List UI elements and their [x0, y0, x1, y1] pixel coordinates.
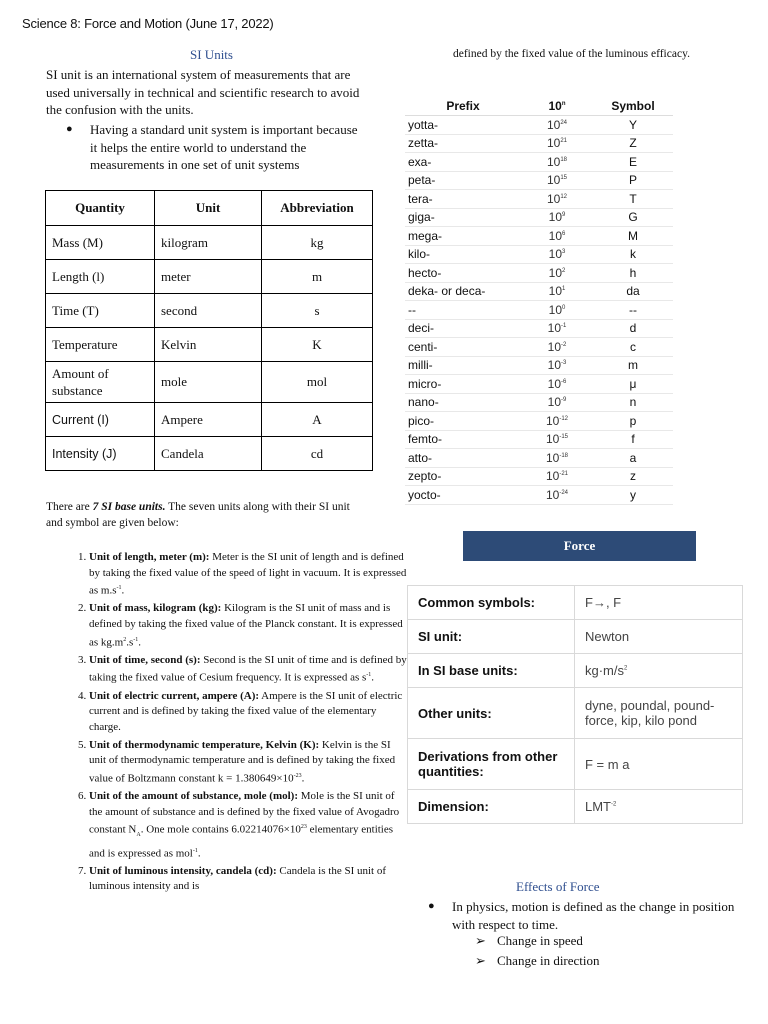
- force-value: [575, 790, 743, 824]
- base-unit-title: Unit of length, meter (m):: [89, 551, 210, 563]
- prefix-power-exponent: 12: [560, 193, 568, 200]
- list-item: [89, 789, 407, 862]
- prefix-power-base: 10: [545, 487, 560, 502]
- prefix-name-cell: kilo-: [405, 245, 521, 264]
- force-key: Dimension:: [408, 790, 575, 824]
- prefix-table: [405, 96, 673, 505]
- table-row: [46, 328, 373, 362]
- prefix-power-cell: [521, 486, 593, 505]
- force-key: Common symbols:: [408, 586, 575, 620]
- si-units-bullet: [66, 121, 366, 174]
- prefix-name-cell: milli-: [405, 356, 521, 375]
- si-units-intro: SI unit is an international system of measurements that are used universally in technical and scientific research to avoid the confusion with the units.: [46, 67, 360, 117]
- bullet-dot-icon: ●: [428, 900, 435, 912]
- prefix-symbol-cell: Z: [593, 134, 673, 153]
- prefix-symbol-cell: M: [593, 227, 673, 246]
- prefix-symbol-cell: a: [593, 449, 673, 468]
- prefix-name-cell: giga-: [405, 208, 521, 227]
- prefix-table-header-row: [405, 96, 673, 116]
- prefix-name-cell: zepto-: [405, 467, 521, 486]
- page-header-title: Science 8: Force and Motion (June 17, 2022): [22, 16, 274, 31]
- force-value: [575, 654, 743, 688]
- table-row: [46, 226, 373, 260]
- table-row: [405, 375, 673, 394]
- effects-sub-item: Change in direction: [497, 953, 600, 968]
- units-table-header-row: [46, 191, 373, 226]
- prefix-name-cell: --: [405, 301, 521, 320]
- prefix-power-exponent: 9: [562, 212, 566, 219]
- prefix-power-base: 10: [548, 228, 562, 243]
- list-item: [475, 932, 583, 949]
- prefix-power-exponent: 1: [562, 286, 566, 293]
- base-unit-end2: .: [197, 847, 201, 860]
- quantity-cell: Intensity (J): [46, 437, 155, 471]
- unit-cell: kilogram: [155, 226, 262, 260]
- base-unit-end: .: [121, 584, 125, 597]
- quantity-cell: Amount of substance: [46, 362, 155, 403]
- force-value: F = m a: [575, 739, 743, 790]
- prefix-power-base: 10: [547, 358, 561, 373]
- base-unit-exponent: -23: [293, 772, 302, 779]
- prefix-name-cell: pico-: [405, 412, 521, 431]
- prefix-symbol-cell: μ: [593, 375, 673, 394]
- prefix-header-power: [521, 96, 593, 116]
- abbreviation-cell: A: [262, 403, 373, 437]
- units-header-unit: Unit: [155, 191, 262, 226]
- base-unit-text: Second is the SI unit of time and is defined by taking the fixed value of Cesium frequency. It is expressed as s: [89, 653, 407, 685]
- arrowhead-bullet-icon: ➢: [475, 933, 486, 948]
- table-row: [405, 171, 673, 190]
- table-row: [405, 227, 673, 246]
- prefix-power-exponent: -12: [559, 415, 569, 422]
- prefix-power-cell: [521, 301, 593, 320]
- base-units-list: [46, 550, 407, 897]
- prefix-symbol-cell: c: [593, 338, 673, 357]
- table-row: [408, 739, 743, 790]
- abbreviation-cell: cd: [262, 437, 373, 471]
- prefix-name-cell: atto-: [405, 449, 521, 468]
- prefix-symbol-cell: h: [593, 264, 673, 283]
- table-row: [46, 260, 373, 294]
- prefix-power-base: 10: [546, 117, 561, 132]
- table-row: [408, 688, 743, 739]
- prefix-power-cell: [521, 208, 593, 227]
- prefix-header-symbol: Symbol: [593, 96, 673, 116]
- prefix-power-cell: [521, 116, 593, 135]
- prefix-header-power-base: 10: [548, 98, 562, 113]
- base-unit-text: Ampere is the SI unit of electric current and is defined by taking the fixed value of the elementary charge.: [89, 689, 403, 733]
- prefix-power-cell: [521, 134, 593, 153]
- prefix-power-base: 10: [545, 432, 560, 447]
- prefix-power-exponent: 3: [562, 249, 566, 256]
- table-row: [405, 430, 673, 449]
- abbreviation-cell: kg: [262, 226, 373, 260]
- force-key: In SI base units:: [408, 654, 575, 688]
- force-value-exponent: 2: [624, 665, 628, 672]
- base-unit-exponent: 23: [300, 824, 307, 831]
- unit-cell: meter: [155, 260, 262, 294]
- base-unit-title: Unit of mass, kilogram (kg):: [89, 602, 222, 615]
- quantity-cell: Current (I): [46, 403, 155, 437]
- base-unit-text: Candela is the SI unit of luminous intensity and is: [89, 864, 387, 893]
- prefix-symbol-cell: Y: [593, 116, 673, 135]
- list-item: [89, 550, 407, 599]
- table-row: [408, 586, 743, 620]
- prefix-power-base: 10: [548, 302, 562, 317]
- prefix-name-cell: peta-: [405, 171, 521, 190]
- list-item: [89, 653, 407, 687]
- prefix-power-exponent: 15: [560, 175, 568, 182]
- prefix-power-base: 10: [546, 173, 561, 188]
- prefix-name-cell: zetta-: [405, 134, 521, 153]
- table-row: [405, 245, 673, 264]
- prefix-name-cell: exa-: [405, 153, 521, 172]
- base-unit-exponent: -1: [133, 636, 139, 643]
- prefix-power-cell: [521, 393, 593, 412]
- unit-cell: mole: [155, 362, 262, 403]
- quantity-cell: Time (T): [46, 294, 155, 328]
- units-header-quantity: Quantity: [46, 191, 155, 226]
- table-row: [405, 356, 673, 375]
- force-key: Derivations from other quantities:: [408, 739, 575, 790]
- base-unit-title: Unit of electric current, ampere (A):: [89, 689, 260, 702]
- prefix-name-cell: centi-: [405, 338, 521, 357]
- prefix-power-exponent: -1: [561, 323, 567, 330]
- prefix-power-cell: [521, 171, 593, 190]
- table-row: [405, 393, 673, 412]
- prefix-name-cell: deka- or deca-: [405, 282, 521, 301]
- quantity-cell: Temperature: [46, 328, 155, 362]
- base-unit-mid: .s: [126, 636, 134, 649]
- prefix-power-cell: [521, 190, 593, 209]
- prefix-symbol-cell: y: [593, 486, 673, 505]
- effects-sub-item: Change in speed: [497, 933, 583, 948]
- base-unit-text: Mole is the SI unit of the amount of substance and is defined by the fixed value of Avogadro constant N: [89, 789, 400, 836]
- prefix-symbol-cell: m: [593, 356, 673, 375]
- prefix-power-base: 10: [545, 413, 560, 428]
- base-unit-exponent: -1: [116, 585, 122, 592]
- table-row: [46, 437, 373, 471]
- prefix-symbol-cell: k: [593, 245, 673, 264]
- table-row: [405, 153, 673, 172]
- list-item: [89, 601, 407, 650]
- prefix-power-base: 10: [545, 469, 560, 484]
- prefix-name-cell: hecto-: [405, 264, 521, 283]
- prefix-power-exponent: -21: [559, 471, 569, 478]
- prefix-power-base: 10: [547, 339, 561, 354]
- prefix-power-cell: [521, 153, 593, 172]
- prefix-power-exponent: -24: [559, 489, 569, 496]
- force-infobox-table: [407, 585, 743, 824]
- table-row: [405, 412, 673, 431]
- prefix-power-exponent: 2: [562, 267, 566, 274]
- base-unit-title: Unit of luminous intensity, candela (cd):: [89, 864, 277, 877]
- force-value: F→, F: [575, 586, 743, 620]
- units-table: [45, 190, 373, 471]
- table-row: [405, 467, 673, 486]
- force-value: dyne, poundal, pound-force, kip, kilo pond: [575, 688, 743, 739]
- unit-cell: Candela: [155, 437, 262, 471]
- table-row: [408, 620, 743, 654]
- prefix-power-cell: [521, 412, 593, 431]
- units-header-abbreviation: Abbreviation: [262, 191, 373, 226]
- table-row: [405, 208, 673, 227]
- prefix-power-exponent: 0: [562, 304, 566, 311]
- prefix-symbol-cell: f: [593, 430, 673, 449]
- table-row: [405, 190, 673, 209]
- abbreviation-cell: K: [262, 328, 373, 362]
- force-value: Newton: [575, 620, 743, 654]
- prefix-symbol-cell: --: [593, 301, 673, 320]
- prefix-power-cell: [521, 430, 593, 449]
- prefix-name-cell: yotta-: [405, 116, 521, 135]
- table-row: [405, 264, 673, 283]
- prefix-power-base: 10: [548, 210, 562, 225]
- table-row: [46, 403, 373, 437]
- prefix-power-exponent: -15: [559, 434, 569, 441]
- prefix-power-cell: [521, 449, 593, 468]
- prefix-power-base: 10: [548, 265, 562, 280]
- prefix-symbol-cell: da: [593, 282, 673, 301]
- prefix-power-cell: [521, 375, 593, 394]
- prefix-power-base: 10: [547, 395, 561, 410]
- list-item: [89, 864, 407, 895]
- table-row: [405, 134, 673, 153]
- base-unit-text: Kilogram is the SI unit of mass and is defined by taking the fixed value of the Planck constant. It is expressed as kg.m: [89, 602, 403, 649]
- base-unit-end: .: [138, 636, 142, 649]
- prefix-power-base: 10: [546, 136, 561, 151]
- prefix-power-exponent: 6: [562, 230, 566, 237]
- list-item: [475, 952, 600, 969]
- unit-cell: second: [155, 294, 262, 328]
- base-unit-end: .: [301, 772, 305, 785]
- prefix-name-cell: tera-: [405, 190, 521, 209]
- force-key: Other units:: [408, 688, 575, 739]
- prefix-power-exponent: -18: [559, 452, 569, 459]
- si-units-heading: SI Units: [190, 47, 233, 62]
- prefix-power-base: 10: [546, 154, 561, 169]
- table-row: [405, 301, 673, 320]
- table-row: [405, 116, 673, 135]
- prefix-power-cell: [521, 338, 593, 357]
- table-row: [46, 362, 373, 403]
- unit-cell: Ampere: [155, 403, 262, 437]
- effects-of-force-heading: Effects of Force: [516, 879, 600, 894]
- base-units-intro-pre: There are: [46, 501, 93, 513]
- table-row: [405, 486, 673, 505]
- table-row: [408, 654, 743, 688]
- base-unit-text: Kelvin is the SI unit of thermodynamic temperature and is defined by taking the fixed value of Boltzmann constant k = 1.380649×10: [89, 738, 396, 785]
- unit-cell: Kelvin: [155, 328, 262, 362]
- prefix-power-cell: [521, 245, 593, 264]
- base-unit-end: .: [371, 672, 375, 685]
- abbreviation-cell: s: [262, 294, 373, 328]
- prefix-symbol-cell: P: [593, 171, 673, 190]
- base-unit-exponent: -1: [192, 847, 198, 854]
- prefix-table-body: [405, 116, 673, 505]
- force-value-exponent: -2: [611, 801, 617, 808]
- table-row: [405, 282, 673, 301]
- prefix-power-cell: [521, 282, 593, 301]
- base-unit-title: Unit of the amount of substance, mole (mol):: [89, 789, 298, 802]
- prefix-name-cell: yocto-: [405, 486, 521, 505]
- prefix-power-base: 10: [547, 321, 561, 336]
- base-unit-title: Unit of thermodynamic temperature, Kelvin (K):: [89, 738, 320, 751]
- prefix-name-cell: femto-: [405, 430, 521, 449]
- table-row: [405, 319, 673, 338]
- prefix-symbol-cell: G: [593, 208, 673, 227]
- prefix-power-cell: [521, 467, 593, 486]
- base-unit-mid: . One mole contains 6.02214076×10: [140, 823, 301, 836]
- prefix-power-exponent: -6: [561, 378, 567, 385]
- list-item: [89, 689, 407, 736]
- effects-bullet-text: In physics, motion is defined as the change in position with respect to time.: [452, 899, 735, 932]
- prefix-symbol-cell: p: [593, 412, 673, 431]
- base-unit-exponent: -1: [366, 672, 372, 679]
- prefix-symbol-cell: d: [593, 319, 673, 338]
- prefix-header-prefix: Prefix: [405, 96, 521, 116]
- prefix-power-cell: [521, 319, 593, 338]
- prefix-symbol-cell: n: [593, 393, 673, 412]
- prefix-power-cell: [521, 227, 593, 246]
- si-units-bullet-text: Having a standard unit system is important because it helps the entire world to understand the measurements in one set of unit systems: [90, 122, 358, 172]
- prefix-power-exponent: -9: [561, 397, 567, 404]
- prefix-power-cell: [521, 264, 593, 283]
- table-row: [405, 338, 673, 357]
- bullet-dot-icon: ●: [66, 123, 73, 135]
- force-key: SI unit:: [408, 620, 575, 654]
- base-unit-exponent: 2: [123, 636, 127, 643]
- prefix-power-exponent: 18: [560, 156, 568, 163]
- prefix-name-cell: deci-: [405, 319, 521, 338]
- prefix-name-cell: nano-: [405, 393, 521, 412]
- quantity-cell: Length (l): [46, 260, 155, 294]
- prefix-power-exponent: 21: [560, 138, 568, 145]
- prefix-symbol-cell: z: [593, 467, 673, 486]
- base-unit-title: Unit of time, second (s):: [89, 653, 201, 666]
- prefix-power-exponent: -3: [561, 360, 567, 367]
- arrowhead-bullet-icon: ➢: [475, 953, 486, 968]
- list-item: [89, 738, 407, 787]
- base-unit-text: Meter is the SI unit of length and is defined by taking the fixed value of the speed of light in vacuum. It is expressed as m.s: [89, 551, 407, 597]
- prefix-power-base: 10: [548, 284, 562, 299]
- prefix-power-exponent: -2: [561, 341, 567, 348]
- candela-continuation: defined by the fixed value of the luminous efficacy.: [453, 48, 690, 60]
- prefix-power-cell: [521, 356, 593, 375]
- prefix-power-base: 10: [546, 191, 561, 206]
- prefix-symbol-cell: T: [593, 190, 673, 209]
- base-unit-end: elementary entities and is expressed as mol: [89, 823, 394, 860]
- base-units-count: 7 SI base units.: [92, 501, 166, 513]
- prefix-power-base: 10: [547, 376, 561, 391]
- abbreviation-cell: m: [262, 260, 373, 294]
- force-value-text: LMT: [585, 799, 611, 814]
- base-units-intro-post: The seven units along with their SI unit and symbol are given below:: [46, 501, 350, 529]
- table-row: [46, 294, 373, 328]
- base-units-intro: [46, 500, 364, 531]
- force-value-text: kg·m/s: [585, 663, 624, 678]
- base-unit-subscript: A: [136, 831, 141, 838]
- prefix-name-cell: micro-: [405, 375, 521, 394]
- table-row: [408, 790, 743, 824]
- effects-bullet: [428, 898, 748, 933]
- prefix-name-cell: mega-: [405, 227, 521, 246]
- table-row: [405, 449, 673, 468]
- prefix-power-base: 10: [545, 450, 560, 465]
- force-heading-bar: Force: [463, 531, 696, 561]
- abbreviation-cell: mol: [262, 362, 373, 403]
- prefix-power-base: 10: [548, 247, 562, 262]
- prefix-power-exponent: 24: [560, 119, 568, 126]
- quantity-cell: Mass (M): [46, 226, 155, 260]
- prefix-symbol-cell: E: [593, 153, 673, 172]
- prefix-header-power-exp: n: [561, 100, 566, 107]
